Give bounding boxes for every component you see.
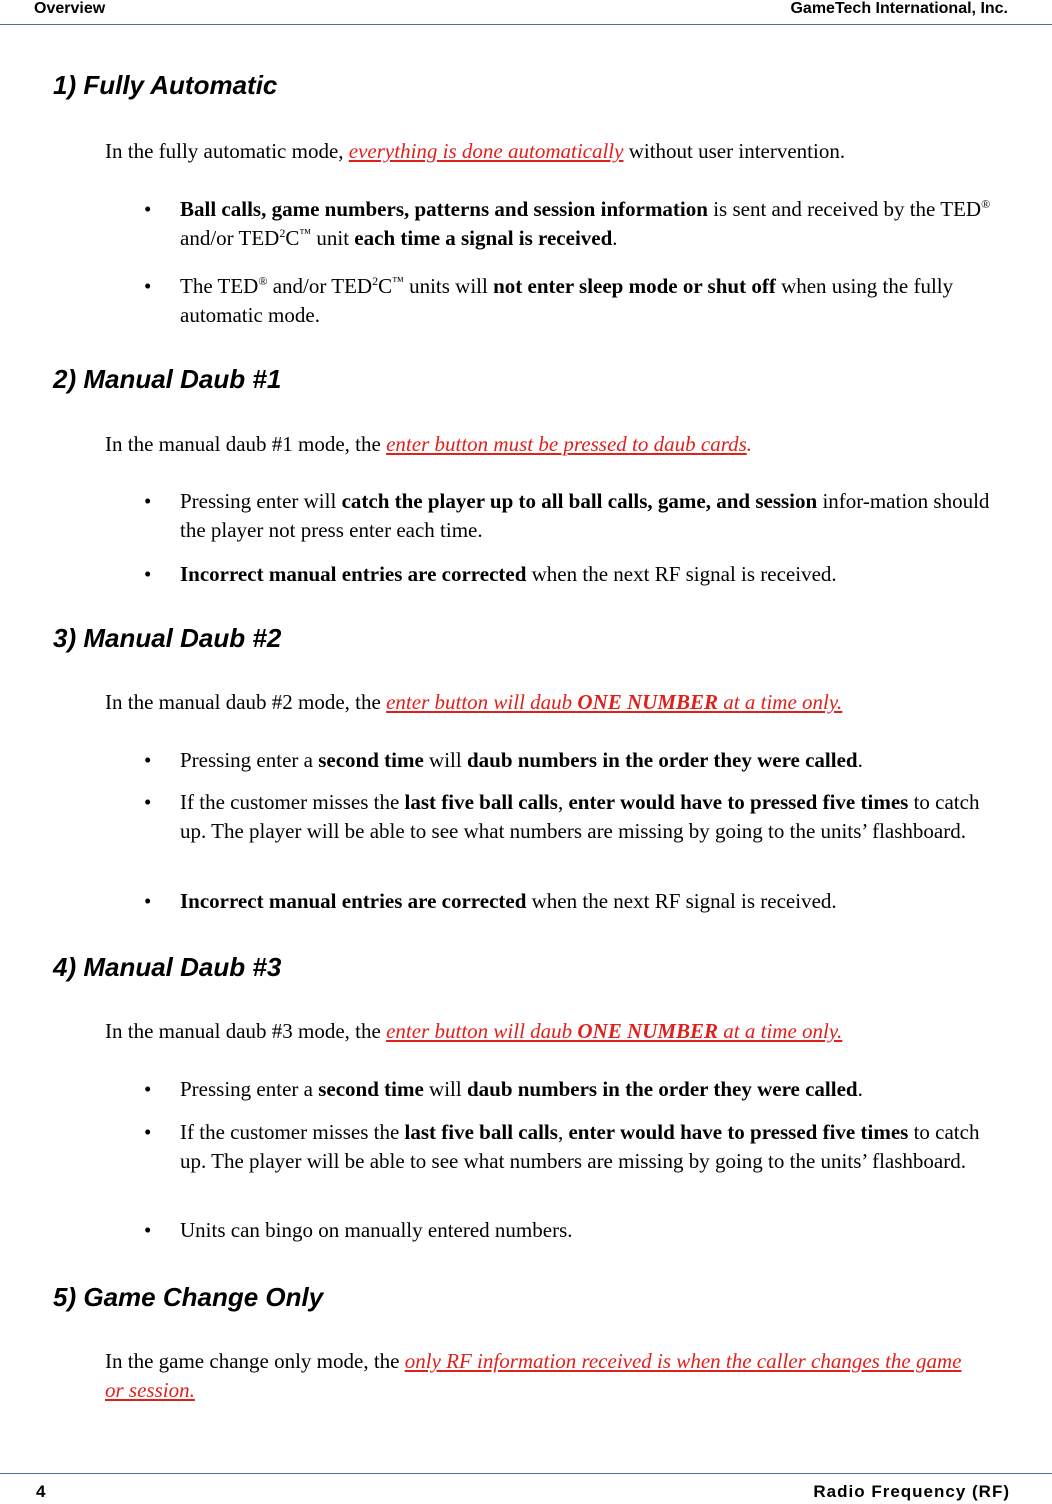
bullet-icon: •	[144, 748, 152, 772]
section-2-intro: In the manual daub #1 mode, the enter button must be pressed to daub cards.	[105, 432, 753, 456]
section-4-intro: In the manual daub #3 mode, the enter button will daub ONE NUMBER at a time only.	[105, 1019, 843, 1043]
section-3-bullet-1: Pressing enter a second time will daub numbers in the order they were called.	[180, 748, 863, 772]
section-3-bullet-3: Incorrect manual entries are corrected when the next RF signal is received.	[180, 889, 837, 913]
section-1-highlight: everything is done automatically	[348, 139, 624, 163]
section-4-bullet-3: Units can bingo on manually entered numbers.	[180, 1218, 573, 1242]
section-2-heading: 2) Manual Daub #1	[53, 364, 282, 394]
page-footer	[0, 1473, 1052, 1504]
section-5-heading: 5) Game Change Only	[53, 1282, 324, 1312]
page-header	[0, 0, 1052, 25]
bullet-icon: •	[144, 790, 152, 814]
section-4-highlight: enter button will daub ONE NUMBER at a time only.	[386, 1019, 843, 1043]
section-3-bullet-2: If the customer misses the last five ball calls, enter would have to pressed five times to catch up. The player will be able to see what numbers are missing by going to the units’ flashboard.	[180, 790, 980, 843]
section-1-bullet-1: Ball calls, game numbers, patterns and session information is sent and received by the TED® and/or TED$^2$C™ unit each time a signal is received.	[180, 197, 991, 250]
section-2-bullet-2: Incorrect manual entries are corrected when the next RF signal is received.	[180, 562, 837, 586]
bullet-icon: •	[144, 489, 152, 513]
bullet-icon: •	[144, 1218, 152, 1242]
section-4-heading: 4) Manual Daub #3	[53, 952, 282, 982]
section-3-highlight: enter button will daub ONE NUMBER at a time only.	[386, 690, 843, 714]
bullet-icon: •	[144, 274, 152, 298]
header-section-title: Overview	[34, 0, 106, 17]
page-number: 4	[36, 1482, 46, 1501]
section-2-bullet-1: Pressing enter will catch the player up to all ball calls, game, and session infor-mation should the player not press enter each time.	[180, 489, 990, 542]
bullet-icon: •	[144, 562, 152, 586]
section-1-bullet-2: The TED® and/or TED$^2$C™ units will not enter sleep mode or shut off when using the fully automatic mode.	[180, 274, 954, 327]
section-4-bullet-2: If the customer misses the last five ball calls, enter would have to pressed five times to catch up. The player will be able to see what numbers are missing by going to the units’ flashboard.	[180, 1120, 980, 1173]
footer-chapter: Radio Frequency (RF)	[813, 1482, 1010, 1501]
section-3-heading: 3) Manual Daub #2	[53, 623, 282, 653]
section-1-heading: 1) Fully Automatic	[53, 70, 278, 100]
section-3-intro: In the manual daub #2 mode, the enter button will daub ONE NUMBER at a time only.	[105, 690, 843, 714]
section-5-highlight: only RF information received is when the caller changes the game or session.	[105, 1349, 962, 1402]
header-company: GameTech International, Inc.	[790, 0, 1008, 17]
bullet-icon: •	[144, 889, 152, 913]
section-5-intro: In the game change only mode, the only RF information received is when the caller changes the game or session.	[105, 1349, 962, 1402]
bullet-icon: •	[144, 197, 152, 221]
bullet-icon: •	[144, 1077, 152, 1101]
bullet-icon: •	[144, 1120, 152, 1144]
section-4-bullet-1: Pressing enter a second time will daub numbers in the order they were called.	[180, 1077, 863, 1101]
section-1-intro: In the fully automatic mode, everything is done automatically without user intervention.	[105, 139, 846, 163]
section-2-highlight: enter button must be pressed to daub cards	[386, 432, 747, 456]
